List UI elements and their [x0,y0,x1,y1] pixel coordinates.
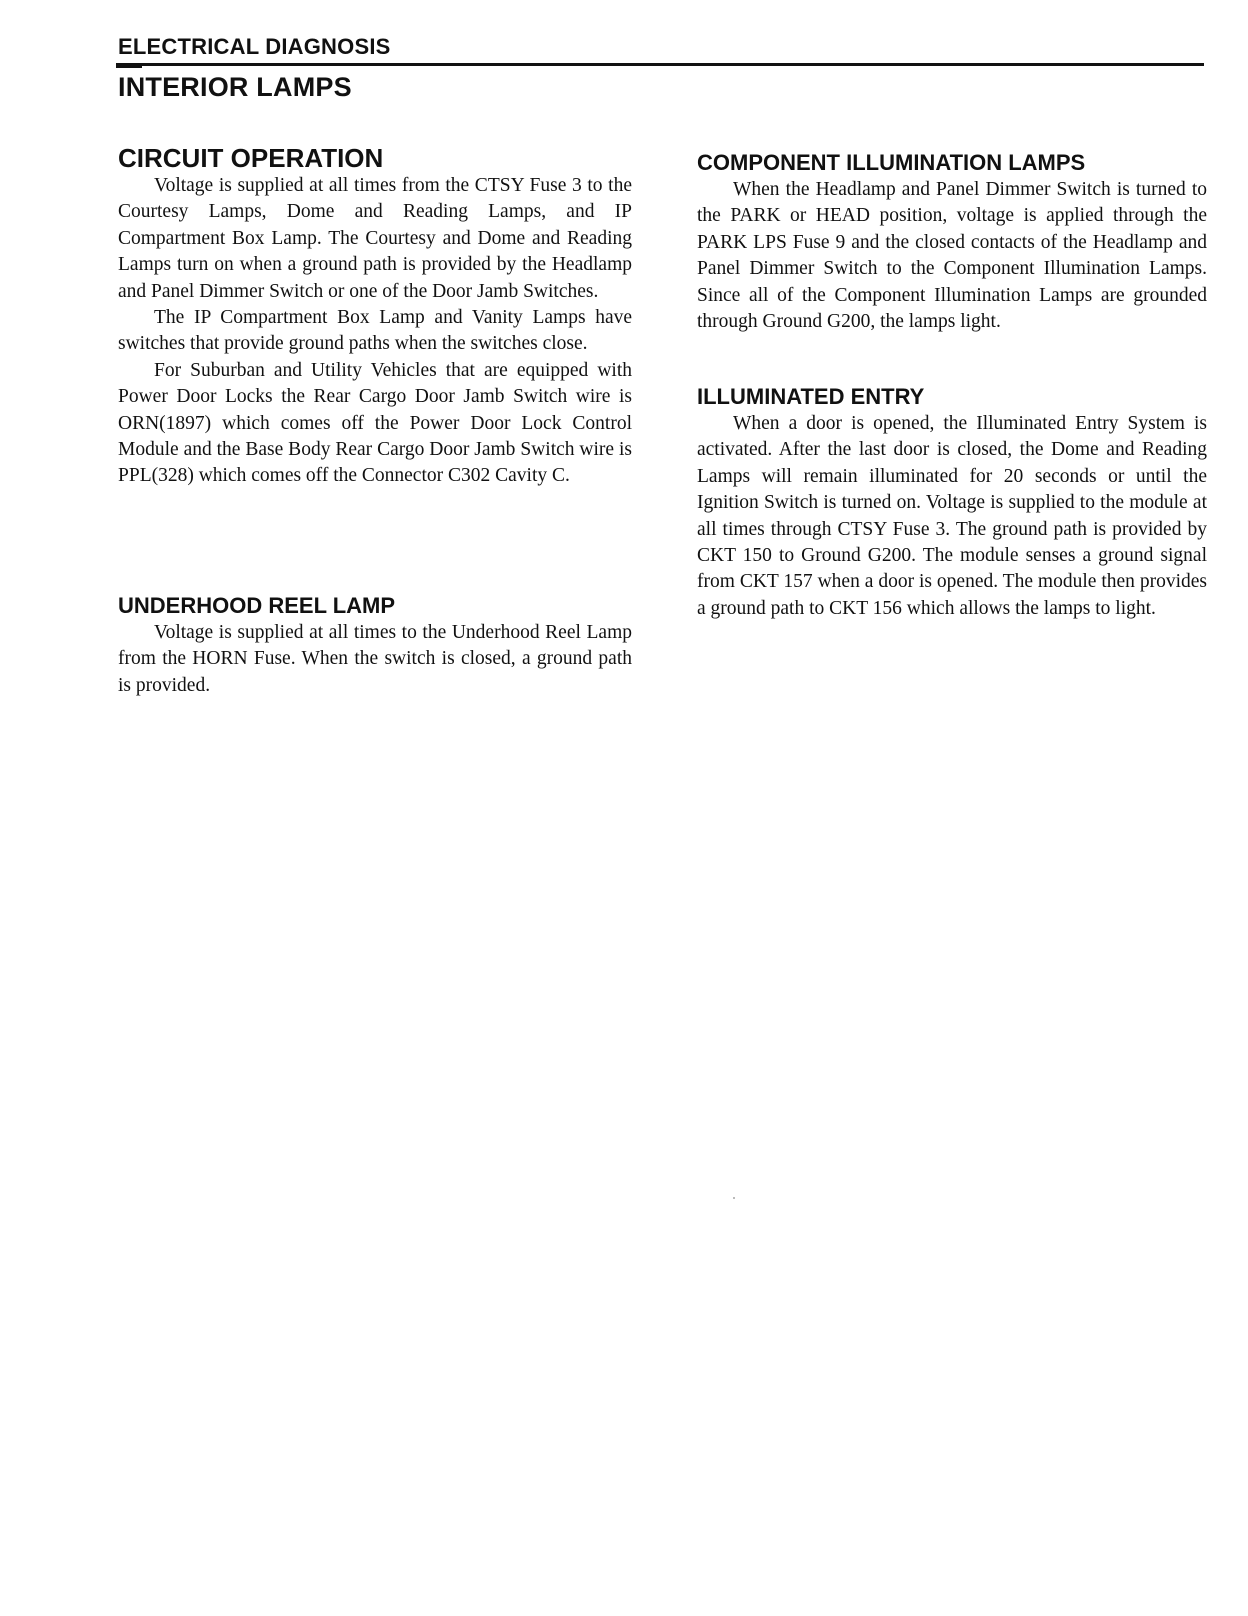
component-illumination-heading: COMPONENT ILLUMINATION LAMPS [697,150,1086,175]
underhood-reel-lamp-heading: UNDERHOOD REEL LAMP [118,593,396,618]
component-illumination-paragraph: When the Headlamp and Panel Dimmer Switch is turned to the PARK or HEAD position, voltage is applied through the PARK LPS Fuse 9 and the closed contacts of the Headlamp and Panel Dimmer Switch to the Component Illumination Lamps. Since all of the Component Illumination Lamps are grounded through Ground G200, the lamps light. [697,179,1207,333]
header-rule [116,63,1204,66]
illuminated-entry-heading: ILLUMINATED ENTRY [697,384,925,409]
circuit-operation-paragraph-2: The IP Compartment Box Lamp and Vanity Lamps have switches that provide ground paths when the switches close. [118,307,632,355]
page-title: INTERIOR LAMPS [118,72,352,102]
circuit-operation-heading: CIRCUIT OPERATION [118,143,384,173]
underhood-reel-lamp-section [118,592,632,699]
illuminated-entry-section [697,383,1207,622]
circuit-operation-paragraph-3: For Suburban and Utility Vehicles that are equipped with Power Door Locks the Rear Cargo Door Jamb Switch wire is ORN(1897) which comes off the Power Door Lock Control Module and the Base Body Rear Cargo Door Jamb Switch wire is PPL(328) which comes off the Connector C302 Cavity C. [118,359,632,487]
component-illumination-section [697,149,1207,335]
section-category-label: ELECTRICAL DIAGNOSIS [118,34,391,59]
underhood-reel-lamp-paragraph: Voltage is supplied at all times to the Underhood Reel Lamp from the HORN Fuse. When the switch is closed, a ground path is provided. [118,622,632,696]
scan-speck [733,1197,735,1199]
header-rule-mark [116,66,142,68]
circuit-operation-paragraph-1: Voltage is supplied at all times from the CTSY Fuse 3 to the Courtesy Lamps, Dome and Reading Lamps, and IP Compartment Box Lamp. The Courtesy and Dome and Reading Lamps turn on when a ground path is provided by the Headlamp and Panel Dimmer Switch or one of the Door Jamb Switches. [118,175,632,302]
illuminated-entry-paragraph: When a door is opened, the Illuminated Entry System is activated. After the last door is closed, the Dome and Reading Lamps will remain illuminated for 20 seconds or until the Ignition Switch is turned on. Voltage is supplied to the module at all times through CTSY Fuse 3. The ground path is provided by CKT 150 to Ground G200. The module senses a ground signal from CKT 157 when a door is opened. The module then provides a ground path to CKT 156 which allows the lamps to light. [697,413,1207,619]
circuit-operation-section [118,143,632,490]
